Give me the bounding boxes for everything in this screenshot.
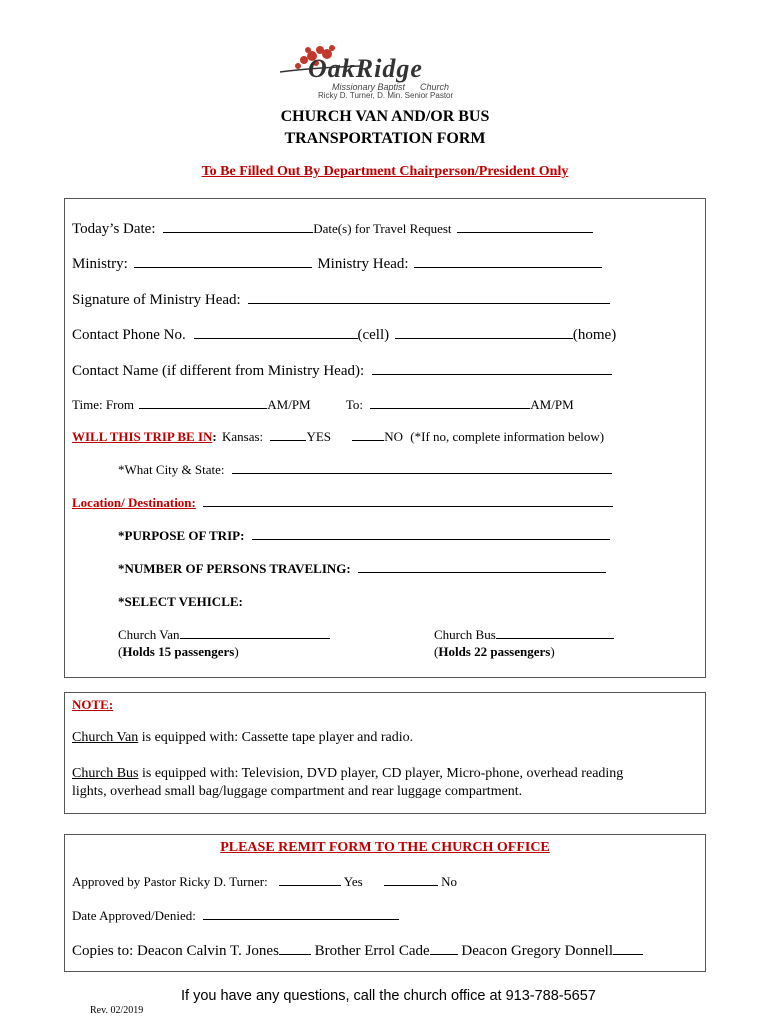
bus-equipment-text1: is equipped with: Television, DVD player, CD player, Micro-phone, overhead reading xyxy=(138,766,624,781)
copy2-field[interactable] xyxy=(430,953,458,955)
city-state-field[interactable] xyxy=(232,472,612,474)
approve-no-field[interactable] xyxy=(384,884,438,886)
copies-row xyxy=(72,943,643,960)
kansas-label: Kansas: xyxy=(222,429,264,444)
copy3-field[interactable] xyxy=(613,953,643,955)
contact-name-field[interactable] xyxy=(372,373,612,375)
ministry-head-label: Ministry Head: xyxy=(317,256,409,272)
church-van-option: Church Van (Holds 15 passengers) xyxy=(118,626,330,660)
ministry-head-field[interactable] xyxy=(414,266,602,268)
kansas-no-field[interactable] xyxy=(352,439,384,441)
bus-label: Church Bus xyxy=(434,627,496,642)
bus-equipment-text2: lights, overhead small bag/luggage compartment and rear luggage compartment. xyxy=(72,784,523,799)
logo-line2: Ricky D. Turner, D. Min. Senior Pastor xyxy=(318,91,454,100)
approve-no-label: No xyxy=(441,874,458,889)
trip-question: WILL THIS TRIP BE IN xyxy=(72,429,213,444)
contact-phone-label: Contact Phone No. xyxy=(72,327,186,343)
purpose-field[interactable] xyxy=(252,538,610,540)
title-line2: TRANSPORTATION FORM xyxy=(284,130,486,147)
home-phone-field[interactable] xyxy=(395,337,573,339)
revision-label: Rev. 02/2019 xyxy=(90,1005,144,1016)
ministry-field[interactable] xyxy=(134,266,312,268)
time-from-label: Time: From xyxy=(72,397,135,412)
location-field[interactable] xyxy=(203,505,613,507)
contact-name-label: Contact Name (if different from Ministry Head): xyxy=(72,363,365,379)
copies-to-label: Copies to: Deacon Calvin T. Jones xyxy=(72,943,279,959)
contact-phone-row xyxy=(72,327,616,344)
city-state-label: *What City & State: xyxy=(118,462,225,477)
bus-equipment xyxy=(72,765,623,801)
time-from-field[interactable] xyxy=(139,407,267,409)
footer-contact: If you have any questions, call the church office at 913-788-5657 xyxy=(181,988,596,1004)
copy3-label: Deacon Gregory Donnell xyxy=(457,943,614,959)
church-bus-option: Church Bus (Holds 22 passengers) xyxy=(434,626,614,660)
todays-date-label: Today’s Date: xyxy=(72,221,156,237)
signature-label: Signature of Ministry Head: xyxy=(72,292,241,308)
cell-phone-field[interactable] xyxy=(194,337,358,339)
approve-yes-label: Yes xyxy=(343,874,363,889)
ministry-row xyxy=(72,256,602,273)
kansas-no-label: NO xyxy=(384,429,404,444)
time-from-ampm: AM/PM xyxy=(267,397,311,412)
date-approved-row xyxy=(72,908,399,924)
van-select-field[interactable] xyxy=(180,637,330,639)
time-to-field[interactable] xyxy=(370,407,530,409)
form-title xyxy=(0,106,770,150)
city-state-row xyxy=(118,462,612,478)
remit-heading: PLEASE REMIT FORM TO THE CHURCH OFFICE xyxy=(220,840,550,855)
subtitle: To Be Filled Out By Department Chairperson/President Only xyxy=(201,164,569,179)
title-line1: CHURCH VAN AND/OR BUS xyxy=(280,108,490,125)
persons-field[interactable] xyxy=(358,571,606,573)
signature-field[interactable] xyxy=(248,302,610,304)
van-capacity: Holds 15 passengers xyxy=(122,644,235,659)
kansas-yes-label: YES xyxy=(306,429,331,444)
approval-row xyxy=(72,874,457,890)
approved-by-label: Approved by Pastor Ricky D. Turner: xyxy=(72,874,268,889)
location-row xyxy=(72,495,613,511)
home-label: (home) xyxy=(572,327,617,343)
time-to-ampm: AM/PM xyxy=(530,397,574,412)
van-label: Church Van xyxy=(118,627,180,642)
persons-row xyxy=(118,561,606,577)
persons-label: *NUMBER OF PERSONS TRAVELING: xyxy=(118,561,351,576)
van-equipment-text: is equipped with: Cassette tape player and radio. xyxy=(138,730,414,745)
todays-date-row xyxy=(72,221,593,238)
date-approved-label: Date Approved/Denied: xyxy=(72,908,196,923)
kansas-yes-field[interactable] xyxy=(270,439,306,441)
bus-name: Church Bus xyxy=(72,766,139,781)
time-row xyxy=(72,397,574,413)
note-heading: NOTE: xyxy=(72,697,114,712)
contact-name-row xyxy=(72,363,612,380)
travel-dates-label: Date(s) for Travel Request xyxy=(313,221,452,236)
copy1-field[interactable] xyxy=(279,953,311,955)
location-label: Location/ Destination: xyxy=(72,495,196,510)
kansas-row: WILL THIS TRIP BE IN: Kansas: YES NO (*If no, complete information below) xyxy=(72,429,605,444)
travel-dates-field[interactable] xyxy=(457,231,593,233)
approve-yes-field[interactable] xyxy=(279,884,341,886)
van-equipment xyxy=(72,730,413,746)
kansas-no-note: (*If no, complete information below) xyxy=(410,429,605,444)
date-approved-field[interactable] xyxy=(203,918,399,920)
van-name: Church Van xyxy=(72,730,139,745)
signature-row xyxy=(72,292,610,309)
select-vehicle-label: *SELECT VEHICLE: xyxy=(118,594,243,609)
time-to-label: To: xyxy=(345,397,364,412)
copy2-label: Brother Errol Cade xyxy=(310,943,430,959)
bus-capacity: Holds 22 passengers xyxy=(438,644,551,659)
purpose-row xyxy=(118,528,610,544)
logo-line1: Missionary Baptist Church xyxy=(332,82,450,92)
todays-date-field[interactable] xyxy=(163,231,313,233)
purpose-label: *PURPOSE OF TRIP: xyxy=(118,528,245,543)
cell-label: (cell) xyxy=(357,327,390,343)
bus-select-field[interactable] xyxy=(496,637,614,639)
ministry-label: Ministry: xyxy=(72,256,128,272)
logo-name: OakRidge xyxy=(308,54,423,83)
church-logo xyxy=(270,38,510,100)
